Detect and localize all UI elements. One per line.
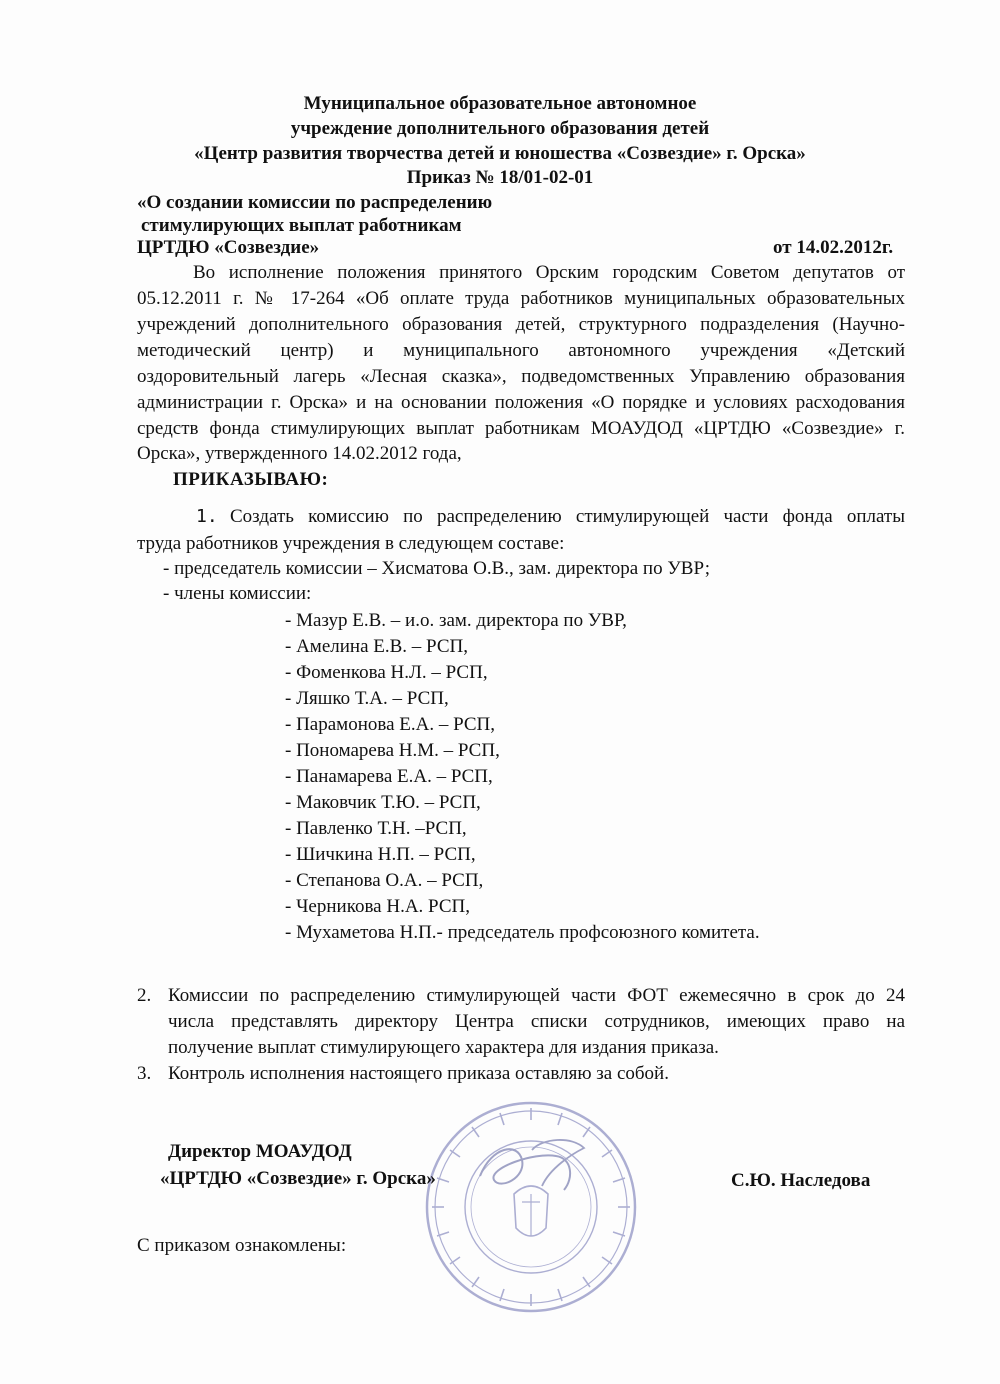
preamble-line: средств фонда стимулирующих выплат работникам МОАУДОД «ЦРТДЮ «Созвездие» г. — [137, 418, 905, 439]
acknowledged-label: С приказом ознакомлены: — [137, 1235, 347, 1256]
commission-member: - Панамарева Е.А. – РСП, — [285, 766, 493, 787]
commission-chair: - председатель комиссии – Хисматова О.В., зам. директора по УВР; — [163, 558, 711, 579]
item-2-number: 2. — [137, 985, 152, 1006]
order-date: от 14.02.2012г. — [773, 237, 894, 258]
item-1-line-2: труда работников учреждения в следующем составе: — [137, 533, 565, 554]
commission-member: - Мазур Е.В. – и.о. зам. директора по УВР, — [285, 610, 627, 631]
commission-members-label: - члены комиссии: — [163, 583, 312, 604]
preamble-line: методический центр) и муниципального автономного учреждения «Детский — [137, 340, 905, 361]
header-line-1: Муниципальное образовательное автономное — [303, 93, 697, 114]
preamble-line: Орска», утвержденного 14.02.2012 года, — [137, 443, 462, 464]
commission-member: - Черникова Н.А. РСП, — [285, 896, 470, 917]
item-3-number: 3. — [137, 1063, 152, 1084]
commission-member: - Маковчик Т.Ю. – РСП, — [285, 792, 481, 813]
commission-member: - Павленко Т.Н. –РСП, — [285, 818, 467, 839]
item-2-line-1: Комиссии по распределению стимулирующей части ФОТ ежемесячно в срок до 24 — [168, 985, 905, 1006]
item-2-line-2: числа представлять директору Центра списки сотрудников, имеющих право на — [168, 1011, 905, 1032]
preamble-line: администрации г. Орска» и на основании положения «О порядке и условиях расходования — [137, 392, 905, 413]
subject-line-1: «О создании комиссии по распределению — [137, 192, 493, 213]
header-line-2: учреждение дополнительного образования детей — [290, 118, 710, 139]
official-seal-icon — [422, 1098, 640, 1316]
preamble-line: 05.12.2011 г. № 17-264 «Об оплате труда работников муниципальных образовательных — [137, 288, 905, 309]
preamble-line: учреждений дополнительного образования детей, структурного подразделения (Научно- — [137, 314, 905, 335]
commission-member: - Парамонова Е.А. – РСП, — [285, 714, 496, 735]
order-number: Приказ № 18/01-02-01 — [406, 167, 594, 188]
subject-line-2: стимулирующих выплат работникам — [141, 215, 462, 236]
preamble-line: Во исполнение положения принятого Орским городским Советом депутатов от — [193, 262, 905, 283]
item-1-line-1: Создать комиссию по распределению стимулирующей части фонда оплаты — [230, 506, 905, 527]
signature-name: С.Ю. Наследова — [731, 1170, 871, 1191]
commission-member: - Фоменкова Н.Л. – РСП, — [285, 662, 488, 683]
commission-member: - Мухаметова Н.П.- председатель профсоюзного комитета. — [285, 922, 760, 943]
item-1-number: 1. — [196, 506, 218, 527]
commission-member: - Амелина Е.В. – РСП, — [285, 636, 468, 657]
item-2-line-3: получение выплат стимулирующего характера для издания приказа. — [168, 1037, 719, 1058]
subject-line-3: ЦРТДЮ «Созвездие» — [137, 237, 320, 258]
commission-member: - Ляшко Т.А. – РСП, — [285, 688, 449, 709]
signature-title-1: Директор МОАУДОД — [168, 1141, 352, 1162]
order-word: ПРИКАЗЫВАЮ: — [173, 469, 329, 490]
signature-title-2: «ЦРТДЮ «Созвездие» г. Орска» — [160, 1168, 436, 1189]
commission-member: - Пономарева Н.М. – РСП, — [285, 740, 500, 761]
commission-member: - Степанова О.А. – РСП, — [285, 870, 484, 891]
header-line-3: «Центр развития творчества детей и юношества «Созвездие» г. Орска» — [194, 143, 806, 164]
commission-member: - Шичкина Н.П. – РСП, — [285, 844, 476, 865]
preamble-line: оздоровительный лагерь «Лесная сказка», подведомственных Управлению образования — [137, 366, 905, 387]
item-3-line-1: Контроль исполнения настоящего приказа оставляю за собой. — [168, 1063, 669, 1084]
